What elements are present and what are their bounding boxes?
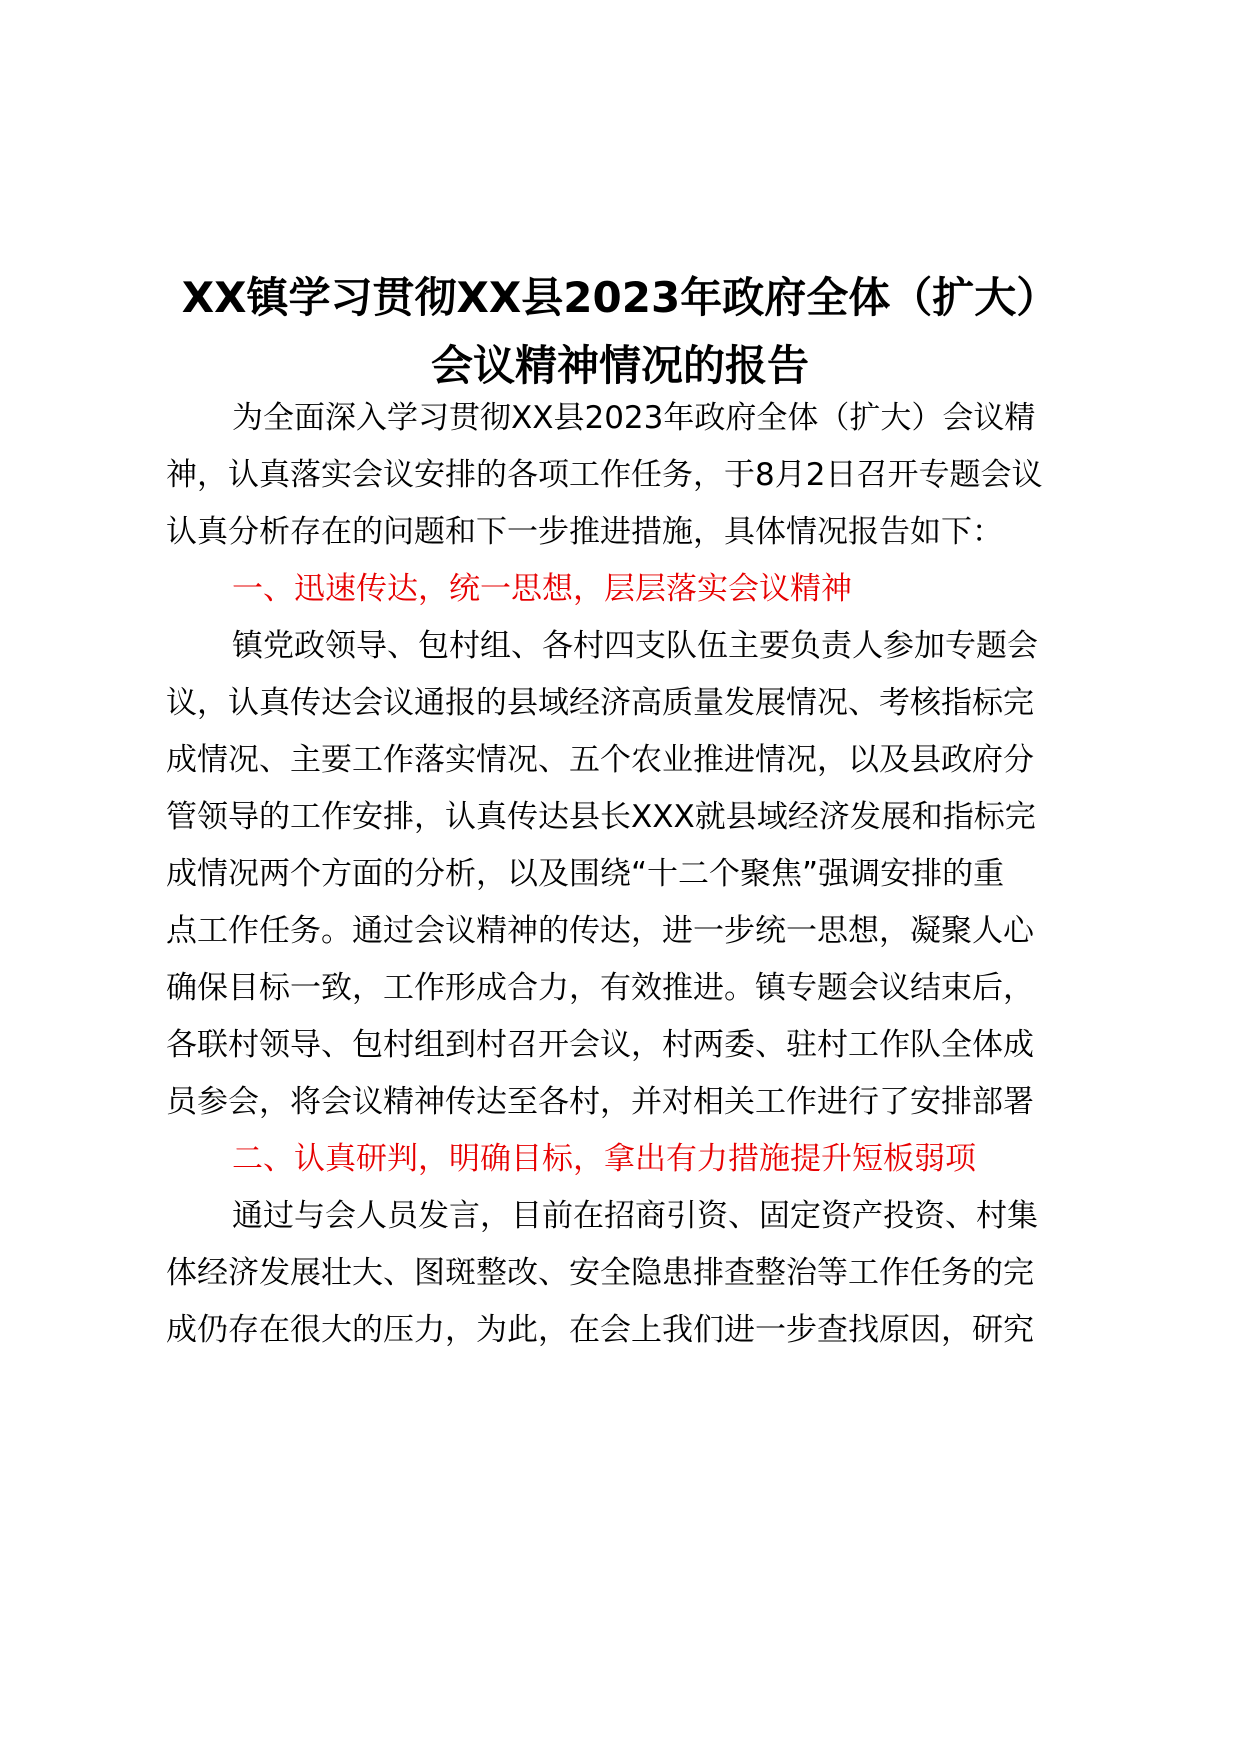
section-1-heading: 一、迅速传达，统一思想，层层落实会议精神 <box>232 571 852 607</box>
document-title-line-1: XX镇学习贯彻XX县2023年政府全体（扩大） <box>181 273 1059 322</box>
section-1-line-3: 成情况、主要工作落实情况、五个农业推进情况，以及县政府分 <box>166 742 1034 778</box>
section-1-line-2: 议，认真传达会议通报的县域经济高质量发展情况、考核指标完 <box>166 685 1034 721</box>
document-title-line-2: 会议精神情况的报告 <box>430 341 809 390</box>
section-2-line-2: 体经济发展壮大、图斑整改、安全隐患排查整治等工作任务的完 <box>166 1255 1034 1291</box>
intro-line-2: 神，认真落实会议安排的各项工作任务，于8月2日召开专题会议 <box>166 457 1043 493</box>
section-2-line-3: 成仍存在很大的压力，为此，在会上我们进一步查找原因，研究 <box>166 1312 1034 1348</box>
section-1-line-9: 员参会，将会议精神传达至各村，并对相关工作进行了安排部署 <box>166 1084 1034 1120</box>
section-1-line-8: 各联村领导、包村组到村召开会议，村两委、驻村工作队全体成 <box>166 1027 1034 1063</box>
section-2-line-1: 通过与会人员发言，目前在招商引资、固定资产投资、村集 <box>232 1198 1038 1234</box>
section-1-line-1: 镇党政领导、包村组、各村四支队伍主要负责人参加专题会 <box>232 628 1038 664</box>
section-2-heading: 二、认真研判，明确目标，拿出有力措施提升短板弱项 <box>232 1141 976 1177</box>
section-1-line-5: 成情况两个方面的分析，以及围绕“十二个聚焦”强调安排的重 <box>166 856 1005 892</box>
section-1-line-7: 确保目标一致，工作形成合力，有效推进。镇专题会议结束后， <box>166 970 1034 1006</box>
intro-line-3: 认真分析存在的问题和下一步推进措施，具体情况报告如下： <box>166 514 1003 550</box>
intro-line-1: 为全面深入学习贯彻XX县2023年政府全体（扩大）会议精 <box>232 400 1036 436</box>
section-1-line-6: 点工作任务。通过会议精神的传达，进一步统一思想，凝聚人心 <box>166 913 1034 949</box>
section-1-line-4: 管领导的工作安排，认真传达县长XXX就县域经济发展和指标完 <box>166 799 1036 835</box>
